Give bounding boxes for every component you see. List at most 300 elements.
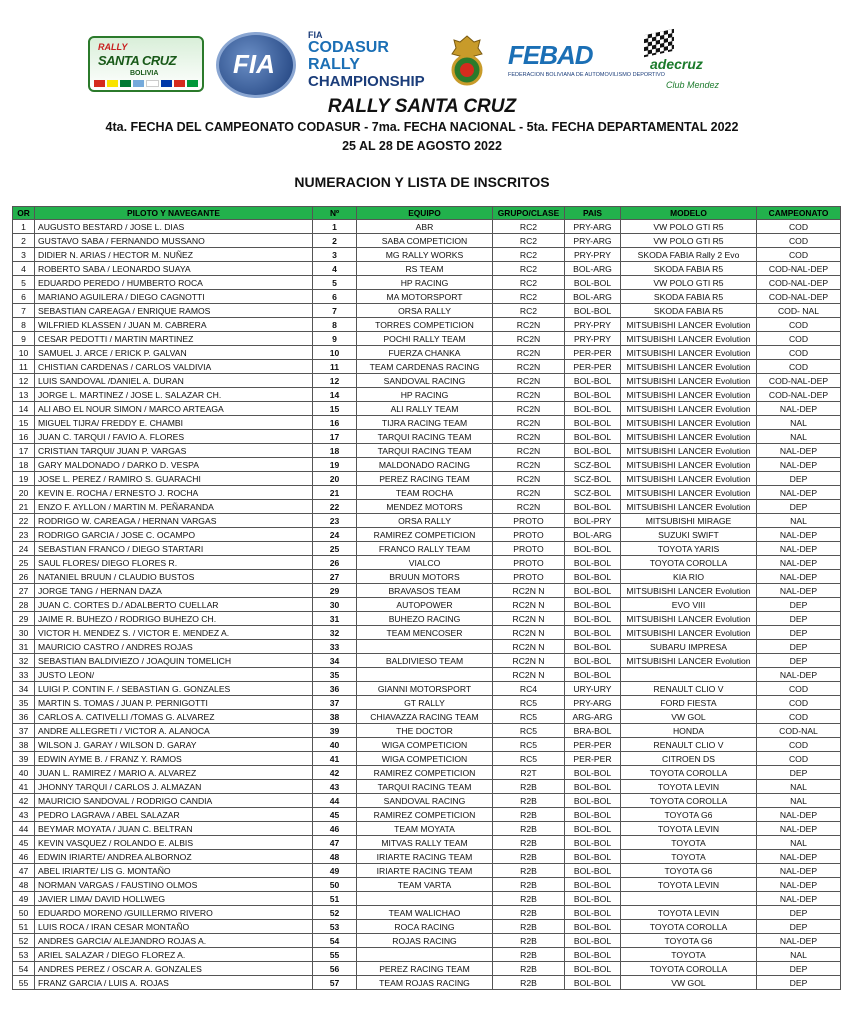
table-cell: DEP [757, 906, 841, 920]
table-cell: 50 [13, 906, 35, 920]
table-row [13, 794, 841, 808]
table-cell: 16 [313, 416, 357, 430]
table-cell: 11 [13, 360, 35, 374]
table-cell: RODRIGO GARCIA / JOSE C. OCAMPO [35, 528, 313, 542]
table-cell: TOYOTA YARIS [621, 542, 757, 556]
table-cell: R2B [493, 780, 565, 794]
table-cell: R2B [493, 920, 565, 934]
table-cell: TORRES COMPETICION [357, 318, 493, 332]
table-cell: BUHEZO RACING [357, 612, 493, 626]
table-row [13, 906, 841, 920]
table-cell: RC5 [493, 738, 565, 752]
logo-text: FIA [308, 30, 323, 40]
table-row [13, 808, 841, 822]
table-cell: CARLOS A. CATIVELLI /TOMAS G. ALVAREZ [35, 710, 313, 724]
table-cell: SCZ-BOL [565, 486, 621, 500]
table-cell: 51 [313, 892, 357, 906]
table-cell: BOL-BOL [565, 388, 621, 402]
table-cell: NAL-DEP [757, 444, 841, 458]
table-cell: 26 [13, 570, 35, 584]
table-cell: 23 [13, 528, 35, 542]
table-cell: 13 [13, 388, 35, 402]
table-cell: RC2 [493, 290, 565, 304]
table-cell: 44 [313, 794, 357, 808]
table-cell: 32 [13, 654, 35, 668]
table-cell: R2B [493, 892, 565, 906]
table-row [13, 668, 841, 682]
table-cell: TOYOTA [621, 836, 757, 850]
table-cell: RC2N [493, 332, 565, 346]
table-cell: DEP [757, 626, 841, 640]
table-cell: 36 [313, 682, 357, 696]
table-cell: 17 [313, 430, 357, 444]
table-cell: COD-NAL [757, 724, 841, 738]
table-cell: RC5 [493, 752, 565, 766]
table-cell: RC5 [493, 710, 565, 724]
table-cell: BOL-BOL [565, 822, 621, 836]
table-cell: RC2 [493, 304, 565, 318]
table-cell: PEDRO LAGRAVA / ABEL SALAZAR [35, 808, 313, 822]
table-cell: IRIARTE RACING TEAM [357, 864, 493, 878]
table-cell: DIDIER N. ARIAS / HECTOR M. NUÑEZ [35, 248, 313, 262]
table-cell: RS TEAM [357, 262, 493, 276]
table-cell: COD [757, 738, 841, 752]
table-cell: 35 [313, 668, 357, 682]
table-cell: 16 [13, 430, 35, 444]
table-cell: RC2N N [493, 584, 565, 598]
table-cell: HP RACING [357, 388, 493, 402]
table-cell: RC2N [493, 458, 565, 472]
column-header: CAMPEONATO [757, 207, 841, 220]
table-cell: BRUUN MOTORS [357, 570, 493, 584]
table-cell: CESAR PEDOTTI / MARTIN MARTINEZ [35, 332, 313, 346]
table-cell: COD-NAL-DEP [757, 262, 841, 276]
table-cell: TEAM MENCOSER [357, 626, 493, 640]
table-cell: RC2N N [493, 626, 565, 640]
table-cell: NATANIEL BRUUN / CLAUDIO BUSTOS [35, 570, 313, 584]
table-cell: NAL-DEP [757, 668, 841, 682]
table-cell: WIGA COMPETICION [357, 752, 493, 766]
table-cell: ORSA RALLY [357, 514, 493, 528]
table-row [13, 654, 841, 668]
table-cell: VW GOL [621, 710, 757, 724]
table-cell: DEP [757, 640, 841, 654]
table-cell: SCZ-BOL [565, 472, 621, 486]
table-cell: BOL-BOL [565, 934, 621, 948]
table-cell: 11 [313, 360, 357, 374]
table-cell: 57 [313, 976, 357, 990]
table-row [13, 598, 841, 612]
table-cell: NAL-DEP [757, 402, 841, 416]
table-cell: ABR [357, 220, 493, 234]
table-cell: 33 [13, 668, 35, 682]
table-cell: TOYOTA LEVIN [621, 822, 757, 836]
table-cell: 21 [313, 486, 357, 500]
table-cell: RC2N [493, 318, 565, 332]
table-cell: BOL-BOL [565, 542, 621, 556]
table-cell: 37 [313, 696, 357, 710]
table-cell: RC5 [493, 724, 565, 738]
table-cell: MITSUBISHI LANCER Evolution [621, 654, 757, 668]
table-cell: BOL-BOL [565, 668, 621, 682]
table-cell: SKODA FABIA R5 [621, 290, 757, 304]
logo-text: RALLY [308, 56, 360, 73]
table-cell: WILFRIED KLASSEN / JUAN M. CABRERA [35, 318, 313, 332]
table-cell: ROBERTO SABA / LEONARDO SUAYA [35, 262, 313, 276]
table-cell: BOL-BOL [565, 962, 621, 976]
table-cell: SANDOVAL RACING [357, 794, 493, 808]
table-row [13, 696, 841, 710]
table-cell: FUERZA CHANKA [357, 346, 493, 360]
table-cell: 49 [313, 864, 357, 878]
table-cell: PROTO [493, 528, 565, 542]
table-row [13, 262, 841, 276]
table-cell: AUTOPOWER [357, 598, 493, 612]
table-cell: SKODA FABIA R5 [621, 262, 757, 276]
table-cell: TOYOTA COROLLA [621, 794, 757, 808]
table-cell: EDUARDO MORENO /GUILLERMO RIVERO [35, 906, 313, 920]
table-row [13, 542, 841, 556]
logo-text: adecruz [650, 56, 703, 72]
table-cell: MITSUBISHI LANCER Evolution [621, 584, 757, 598]
table-cell: COD [757, 346, 841, 360]
table-cell: 32 [313, 626, 357, 640]
table-cell: ABEL IRIARTE/ LIS G. MONTAÑO [35, 864, 313, 878]
table-cell: 4 [313, 262, 357, 276]
logo-text: BOLIVIA [130, 70, 159, 77]
table-row [13, 528, 841, 542]
table-cell: 19 [13, 472, 35, 486]
table-cell: 48 [313, 850, 357, 864]
table-row [13, 724, 841, 738]
table-row [13, 388, 841, 402]
codasur-logo [308, 30, 438, 94]
table-cell: 17 [13, 444, 35, 458]
table-row [13, 486, 841, 500]
table-cell: RC2N [493, 444, 565, 458]
table-cell: BOL-BOL [565, 976, 621, 990]
table-cell: 22 [13, 514, 35, 528]
table-cell: 46 [313, 822, 357, 836]
table-cell: RODRIGO W. CAREAGA / HERNAN VARGAS [35, 514, 313, 528]
table-cell: BOL-BOL [565, 640, 621, 654]
table-row [13, 584, 841, 598]
table-row [13, 500, 841, 514]
table-cell: BOL-ARG [565, 262, 621, 276]
table-row [13, 864, 841, 878]
table-cell: JUAN L. RAMIREZ / MARIO A. ALVAREZ [35, 766, 313, 780]
table-cell: 48 [13, 878, 35, 892]
table-cell: TARQUI RACING TEAM [357, 780, 493, 794]
table-row [13, 682, 841, 696]
table-cell: COD [757, 220, 841, 234]
table-row [13, 612, 841, 626]
table-cell: 28 [13, 598, 35, 612]
table-cell: DEP [757, 920, 841, 934]
table-cell: 14 [313, 388, 357, 402]
table-cell: COD-NAL-DEP [757, 276, 841, 290]
table-cell: COD [757, 234, 841, 248]
table-cell: SAMUEL J. ARCE / ERICK P. GALVAN [35, 346, 313, 360]
table-cell: MITSUBISHI LANCER Evolution [621, 360, 757, 374]
table-cell: PRY-PRY [565, 332, 621, 346]
table-cell: TOYOTA COROLLA [621, 766, 757, 780]
table-cell: NAL-DEP [757, 864, 841, 878]
list-title: NUMERACION Y LISTA DE INSCRITOS [294, 174, 550, 190]
table-cell: 20 [13, 486, 35, 500]
table-cell: BOL-BOL [565, 654, 621, 668]
table-cell: URY-URY [565, 682, 621, 696]
table-cell: PROTO [493, 570, 565, 584]
table-cell: 27 [13, 584, 35, 598]
table-row [13, 766, 841, 780]
table-cell: R2B [493, 962, 565, 976]
table-cell: 30 [13, 626, 35, 640]
table-row [13, 276, 841, 290]
table-cell: 5 [313, 276, 357, 290]
table-cell: NAL [757, 948, 841, 962]
table-cell: THE DOCTOR [357, 724, 493, 738]
table-cell: MENDEZ MOTORS [357, 500, 493, 514]
table-cell: BOL-BOL [565, 556, 621, 570]
table-cell: RC2N [493, 374, 565, 388]
flags-strip [94, 80, 198, 87]
table-cell: PRY-ARG [565, 220, 621, 234]
table-cell: FRANZ GARCIA / LUIS A. ROJAS [35, 976, 313, 990]
table-row [13, 402, 841, 416]
table-cell: BOL-BOL [565, 906, 621, 920]
table-cell: MAURICIO CASTRO / ANDRES ROJAS [35, 640, 313, 654]
table-cell: BOL-PRY [565, 514, 621, 528]
table-cell: MITSUBISHI LANCER Evolution [621, 626, 757, 640]
table-cell: TEAM WALICHAO [357, 906, 493, 920]
table-cell: SAUL FLORES/ DIEGO FLORES R. [35, 556, 313, 570]
table-cell: EDWIN IRIARTE/ ANDREA ALBORNOZ [35, 850, 313, 864]
table-cell: BOL-ARG [565, 528, 621, 542]
table-cell: 5 [13, 276, 35, 290]
table-cell: 2 [13, 234, 35, 248]
table-cell: 24 [13, 542, 35, 556]
table-cell: MITSUBISHI LANCER Evolution [621, 388, 757, 402]
table-cell: COD [757, 360, 841, 374]
table-cell: NAL [757, 430, 841, 444]
table-cell: 7 [313, 304, 357, 318]
table-cell: RC2 [493, 276, 565, 290]
table-cell: JUAN C. CORTES D./ ADALBERTO CUELLAR [35, 598, 313, 612]
column-header: Nº [313, 207, 357, 220]
table-cell: NAL [757, 794, 841, 808]
table-cell: NAL [757, 780, 841, 794]
table-cell: TOYOTA LEVIN [621, 780, 757, 794]
table-cell: BOL-BOL [565, 612, 621, 626]
table-cell: 30 [313, 598, 357, 612]
table-cell: 21 [13, 500, 35, 514]
table-cell: R2B [493, 948, 565, 962]
table-cell: ALI ABO EL NOUR SIMON / MARCO ARTEAGA [35, 402, 313, 416]
column-header: PAIS [565, 207, 621, 220]
table-row [13, 556, 841, 570]
table-row [13, 976, 841, 990]
table-cell: COD-NAL-DEP [757, 388, 841, 402]
table-cell: SEBASTIAN FRANCO / DIEGO STARTARI [35, 542, 313, 556]
table-cell: DEP [757, 612, 841, 626]
table-row [13, 234, 841, 248]
table-cell: 1 [313, 220, 357, 234]
table-cell: 12 [13, 374, 35, 388]
table-row [13, 948, 841, 962]
table-cell: 6 [13, 290, 35, 304]
table-cell: PEREZ RACING TEAM [357, 472, 493, 486]
table-cell: COD- NAL [757, 304, 841, 318]
table-cell: BOL-BOL [565, 878, 621, 892]
table-cell: TOYOTA [621, 850, 757, 864]
table-cell: 47 [313, 836, 357, 850]
table-cell: MITSUBISHI LANCER Evolution [621, 612, 757, 626]
table-cell: 10 [313, 346, 357, 360]
table-cell: BOL-BOL [565, 892, 621, 906]
table-cell: RC2N [493, 500, 565, 514]
table-cell: R2B [493, 934, 565, 948]
table-cell: AUGUSTO BESTARD / JOSE L. DIAS [35, 220, 313, 234]
table-cell: PROTO [493, 556, 565, 570]
table-cell: BOL-BOL [565, 864, 621, 878]
table-cell: RENAULT CLIO V [621, 682, 757, 696]
table-cell: BOL-BOL [565, 780, 621, 794]
table-cell: ANDRES PEREZ / OSCAR A. GONZALES [35, 962, 313, 976]
table-cell: 25 [313, 542, 357, 556]
table-cell: RC2N [493, 360, 565, 374]
table-cell: COD [757, 696, 841, 710]
logo-text: SANTA CRUZ [98, 53, 177, 68]
table-cell: ENZO F. AYLLON / MARTIN M. PEÑARANDA [35, 500, 313, 514]
table-cell: BOL-BOL [565, 416, 621, 430]
table-cell: MITSUBISHI LANCER Evolution [621, 402, 757, 416]
sponsor-logos [88, 28, 748, 98]
table-cell: COD [757, 248, 841, 262]
table-row [13, 934, 841, 948]
table-cell: HONDA [621, 724, 757, 738]
table-cell: MITVAS RALLY TEAM [357, 836, 493, 850]
table-cell: BRAVASOS TEAM [357, 584, 493, 598]
column-header: OR [13, 207, 35, 220]
table-row [13, 374, 841, 388]
table-cell: BOL-BOL [565, 626, 621, 640]
table-cell: BOL-BOL [565, 920, 621, 934]
table-cell: 42 [313, 766, 357, 780]
table-cell: MAURICIO SANDOVAL / RODRIGO CANDIA [35, 794, 313, 808]
table-cell: 22 [313, 500, 357, 514]
table-cell: PRY-PRY [565, 318, 621, 332]
table-cell: BOL-BOL [565, 836, 621, 850]
column-header: MODELO [621, 207, 757, 220]
table-cell: 54 [313, 934, 357, 948]
table-cell: 41 [13, 780, 35, 794]
table-cell: 2 [313, 234, 357, 248]
table-cell: JAVIER LIMA/ DAVID HOLLWEG [35, 892, 313, 906]
table-cell: 40 [313, 738, 357, 752]
table-cell: 45 [13, 836, 35, 850]
table-cell: 52 [13, 934, 35, 948]
table-header-row [13, 207, 841, 220]
table-cell: 41 [313, 752, 357, 766]
table-cell: GUSTAVO SABA / FERNANDO MUSSANO [35, 234, 313, 248]
table-cell: SCZ-BOL [565, 458, 621, 472]
table-cell: SABA COMPETICION [357, 234, 493, 248]
table-row [13, 738, 841, 752]
table-cell: NAL-DEP [757, 934, 841, 948]
table-cell [357, 668, 493, 682]
table-cell: R2T [493, 766, 565, 780]
table-cell: 26 [313, 556, 357, 570]
table-cell: NAL-DEP [757, 892, 841, 906]
table-cell: TARQUI RACING TEAM [357, 444, 493, 458]
table-cell: 55 [313, 948, 357, 962]
table-cell: ROCA RACING [357, 920, 493, 934]
table-cell: JUAN C. TARQUI / FAVIO A. FLORES [35, 430, 313, 444]
table-cell: 12 [313, 374, 357, 388]
table-row [13, 640, 841, 654]
table-cell: 15 [313, 402, 357, 416]
emblem-icon [450, 34, 484, 86]
table-cell: RC2 [493, 234, 565, 248]
fia-logo [216, 32, 296, 98]
table-cell: 46 [13, 850, 35, 864]
table-cell: RAMIREZ COMPETICION [357, 528, 493, 542]
table-cell: GT RALLY [357, 696, 493, 710]
table-cell: 18 [13, 458, 35, 472]
table-row [13, 458, 841, 472]
table-cell: PER-PER [565, 360, 621, 374]
table-cell: MG RALLY WORKS [357, 248, 493, 262]
table-cell: PRY-ARG [565, 234, 621, 248]
table-row [13, 570, 841, 584]
table-row [13, 220, 841, 234]
table-cell: WIGA COMPETICION [357, 738, 493, 752]
table-cell: LUIS SANDOVAL /DANIEL A. DURAN [35, 374, 313, 388]
table-cell: 9 [313, 332, 357, 346]
table-cell: RC4 [493, 682, 565, 696]
table-row [13, 360, 841, 374]
table-cell: JOSE L. PEREZ / RAMIRO S. GUARACHI [35, 472, 313, 486]
table-cell: CHIAVAZZA RACING TEAM [357, 710, 493, 724]
table-cell: 9 [13, 332, 35, 346]
table-cell: JAIME R. BUHEZO / RODRIGO BUHEZO CH. [35, 612, 313, 626]
table-cell: ROJAS RACING [357, 934, 493, 948]
logo-text: RALLY [98, 42, 128, 52]
table-cell: BOL-BOL [565, 850, 621, 864]
table-cell: MITSUBISHI LANCER Evolution [621, 346, 757, 360]
table-cell: PRY-ARG [565, 696, 621, 710]
table-cell: BOL-BOL [565, 766, 621, 780]
table-cell: RC2 [493, 220, 565, 234]
table-cell: COD [757, 710, 841, 724]
table-cell: 55 [13, 976, 35, 990]
table-row [13, 290, 841, 304]
column-header: GRUPO/CLASE [493, 207, 565, 220]
table-cell: CRISTIAN TARQUI/ JUAN P. VARGAS [35, 444, 313, 458]
table-cell: RC2N [493, 416, 565, 430]
table-cell: MITSUBISHI LANCER Evolution [621, 430, 757, 444]
table-cell: TOYOTA COROLLA [621, 556, 757, 570]
table-cell: 15 [13, 416, 35, 430]
table-cell: JHONNY TARQUI / CARLOS J. ALMAZAN [35, 780, 313, 794]
table-cell: BOL-BOL [565, 444, 621, 458]
table-cell: BOL-BOL [565, 402, 621, 416]
table-cell: JORGE L. MARTINEZ / JOSE L. SALAZAR CH. [35, 388, 313, 402]
table-cell: GIANNI MOTORSPORT [357, 682, 493, 696]
table-row [13, 962, 841, 976]
table-cell: 19 [313, 458, 357, 472]
